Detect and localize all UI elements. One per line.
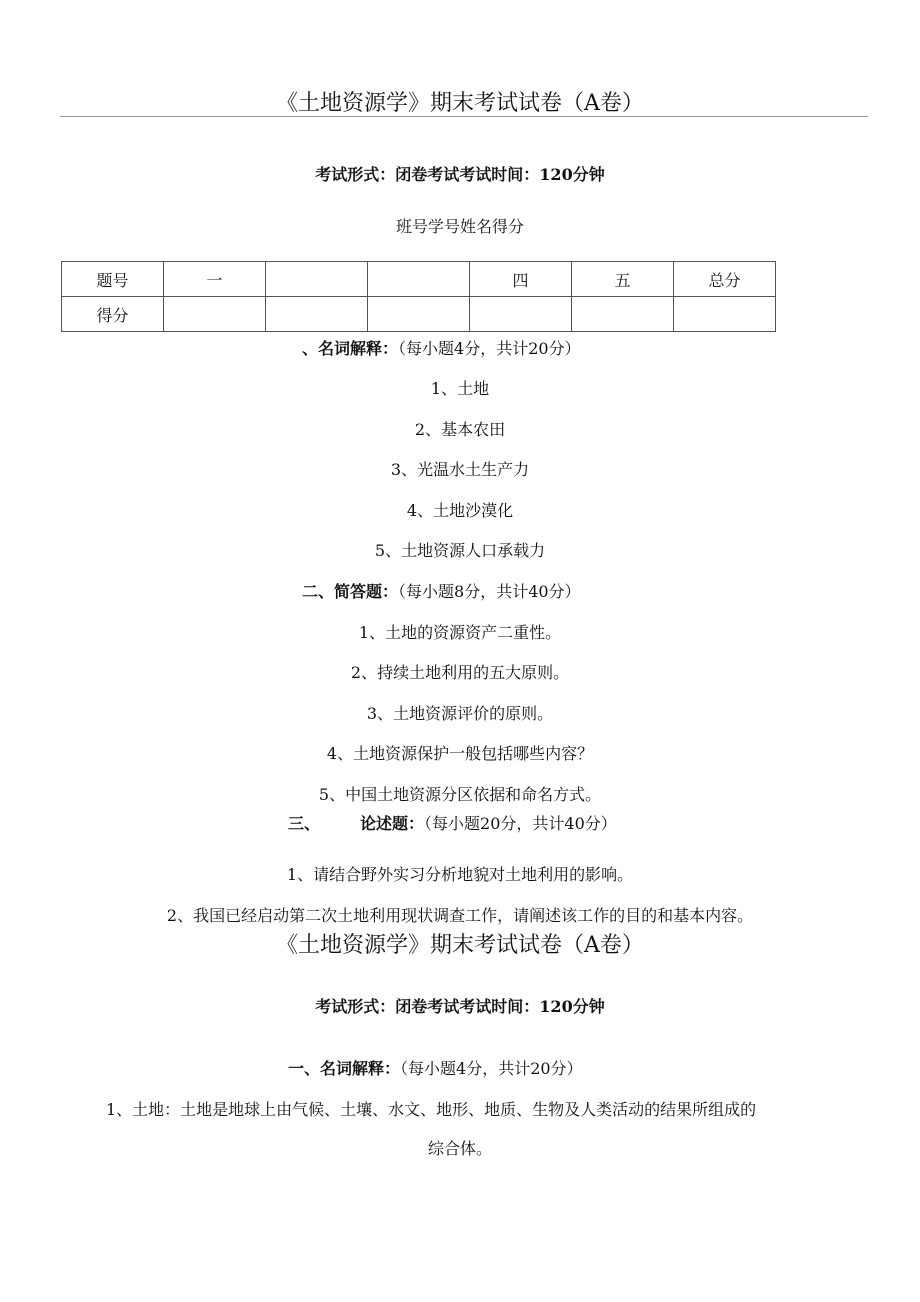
table-cell: 一 (164, 262, 266, 297)
score-input-cell[interactable] (674, 297, 776, 332)
score-input-cell[interactable] (572, 297, 674, 332)
table-cell: 题号 (62, 262, 164, 297)
list-item: 2、基本农田 (414, 420, 506, 439)
list-item: 5、土地资源人口承载力 (374, 541, 546, 560)
section3-heading (288, 811, 617, 834)
table-cell: 四 (470, 262, 572, 297)
score-table-score-row (62, 297, 776, 332)
section-number: 三、 (288, 814, 321, 833)
table-cell (368, 262, 470, 297)
list-item: 1、请结合野外实习分析地貌对土地利用的影响。 (286, 865, 634, 884)
score-input-cell[interactable] (470, 297, 572, 332)
section-note: （每小题8分，共计40分） (398, 582, 581, 601)
section-note: （每小题20分，共计40分） (424, 814, 617, 833)
score-table-header-row (62, 262, 776, 297)
list-item: 2、持续土地利用的五大原则。 (350, 663, 570, 682)
exam-title: 《土地资源学》期末考试试卷（A卷） (276, 91, 644, 116)
score-input-cell[interactable] (266, 297, 368, 332)
section-heading-text: 一、名词解释： (288, 1059, 401, 1078)
answer-section1-heading (288, 1056, 583, 1079)
score-input-cell[interactable] (164, 297, 266, 332)
exam-title-2: 《土地资源学》期末考试试卷（A卷） (276, 933, 644, 958)
section-heading-text: 论述题： (360, 814, 425, 833)
score-table (61, 261, 776, 332)
student-info-line: 班号学号姓名得分 (395, 217, 524, 236)
list-item: 1、土地的资源资产二重性。 (358, 623, 562, 642)
section-heading-text: 、名词解释： (302, 339, 399, 358)
section1-heading (302, 336, 581, 359)
section-note: （每小题4分，共计20分） (398, 339, 581, 358)
list-item: 2、我国已经启动第二次土地利用现状调查工作，请阐述该工作的目的和基本内容。 (166, 906, 754, 925)
table-cell (266, 262, 368, 297)
exam-info-2: 考试形式：闭卷考试考试时间：120分钟 (315, 997, 605, 1016)
section-note: （每小题4分，共计20分） (400, 1059, 583, 1078)
list-item: 1、土地 (430, 379, 490, 398)
table-cell: 得分 (62, 297, 164, 332)
list-item: 4、土地沙漠化 (406, 501, 514, 520)
list-item: 4、土地资源保护一般包括哪些内容？ (326, 744, 594, 763)
table-cell: 总分 (674, 262, 776, 297)
list-item: 3、土地资源评价的原则。 (366, 704, 554, 723)
list-item: 5、中国土地资源分区依据和命名方式。 (318, 785, 602, 804)
score-input-cell[interactable] (368, 297, 470, 332)
exam-info: 考试形式：闭卷考试考试时间：120分钟 (315, 165, 605, 184)
title-divider (60, 116, 868, 117)
section-heading-text: 二、简答题： (302, 582, 399, 601)
table-cell: 五 (572, 262, 674, 297)
answer-text-line: 1、土地：土地是地球上由气候、土壤、水文、地形、地质、生物及人类活动的结果所组成的 (106, 1100, 757, 1119)
answer-text-line: 综合体。 (427, 1139, 492, 1158)
list-item: 3、光温水土生产力 (390, 460, 530, 479)
section2-heading (302, 579, 581, 602)
